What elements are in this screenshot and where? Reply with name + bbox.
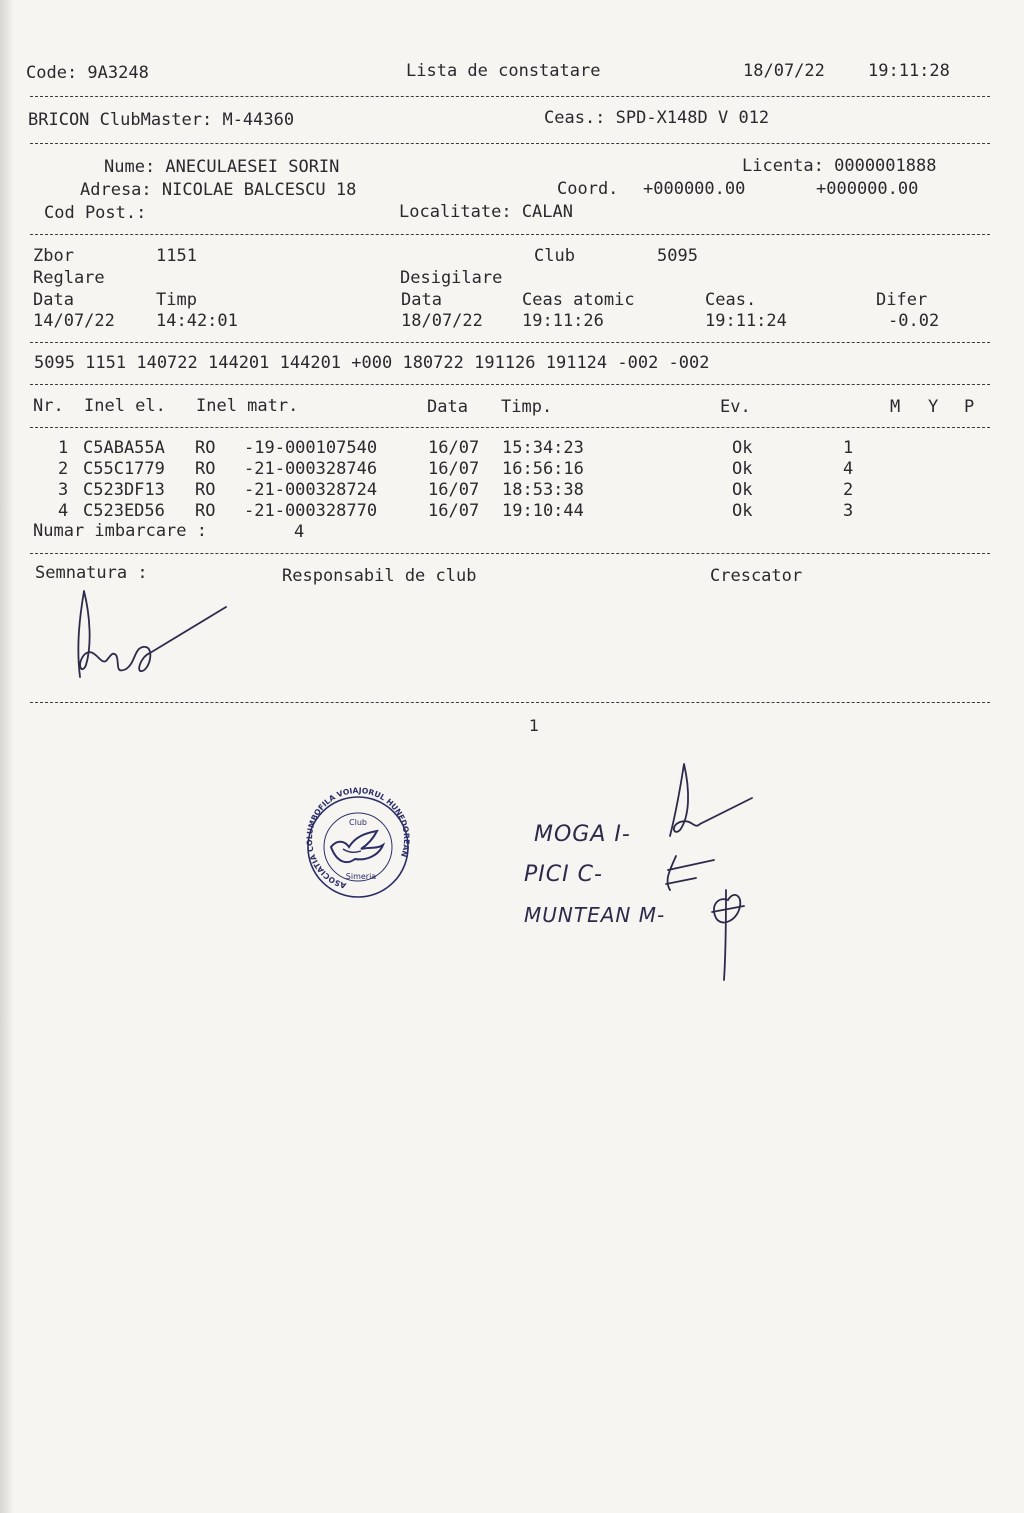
col-ceas-atomic: Ceas atomic — [522, 290, 635, 310]
svg-text:Simeria: Simeria — [345, 872, 377, 881]
row-inel-matr: -21-000328746 — [244, 459, 378, 479]
document-code: Code: 9A3248 — [26, 63, 149, 83]
row-rank: 3 — [843, 501, 854, 521]
coord-x: +000000.00 — [643, 179, 746, 199]
row-inel-el: C5ABA55A — [83, 438, 165, 458]
divider — [30, 342, 990, 343]
row-nr: 4 — [58, 501, 69, 521]
desigilare-label: Desigilare — [400, 268, 503, 288]
row-ev: Ok — [732, 459, 753, 479]
divider — [30, 96, 990, 97]
row-timp: 16:56:16 — [502, 459, 584, 479]
boarding-count-label: Numar imbarcare : — [33, 521, 207, 541]
club-responsible-label: Responsabil de club — [282, 566, 477, 586]
th-y: Y — [928, 397, 939, 417]
signature-icon — [70, 585, 240, 695]
row-nr: 2 — [58, 459, 69, 479]
handwritten-name-2: PICI C- — [524, 862, 603, 887]
flight-label: Zbor — [33, 246, 74, 266]
owner-address: Adresa: NICOLAE BALCESCU 18 — [80, 180, 357, 200]
header-time: 19:11:28 — [868, 61, 950, 81]
col-ceas: Ceas. — [705, 290, 757, 310]
handwritten-name-1: MOGA I- — [534, 822, 631, 847]
col-difer: Difer — [876, 290, 928, 310]
row-timp: 15:34:23 — [502, 438, 584, 458]
owner-name: Nume: ANECULAESEI SORIN — [104, 157, 340, 177]
row-inel-el: C55C1779 — [83, 459, 165, 479]
document-title: Lista de constatare — [406, 61, 601, 81]
coord-label: Coord. — [557, 179, 619, 199]
th-nr: Nr. — [33, 396, 64, 416]
col-data-1: Data — [33, 290, 74, 310]
row-inel-matr: -19-000107540 — [244, 438, 378, 458]
row-data: 16/07 — [428, 459, 480, 479]
page-number: 1 — [529, 716, 540, 735]
time-difference: -0.02 — [888, 311, 940, 331]
col-data-2: Data — [401, 290, 442, 310]
divider — [30, 702, 990, 703]
clubmaster-id: BRICON ClubMaster: M-44360 — [28, 110, 295, 130]
row-inel-matr: -21-000328724 — [244, 480, 378, 500]
divider — [30, 427, 990, 428]
row-ev: Ok — [732, 480, 753, 500]
handwritten-name-3: MUNTEAN M- — [524, 903, 666, 927]
header-date: 18/07/22 — [743, 61, 825, 81]
th-ev: Ev. — [720, 397, 751, 417]
row-data: 16/07 — [428, 480, 480, 500]
row-ev: Ok — [732, 501, 753, 521]
row-country: RO — [195, 480, 216, 500]
col-timp: Timp — [156, 290, 197, 310]
desigilare-date: 18/07/22 — [401, 311, 483, 331]
reglare-date: 14/07/22 — [33, 311, 115, 331]
reglare-label: Reglare — [33, 268, 105, 288]
clock-time: 19:11:24 — [705, 311, 787, 331]
row-timp: 19:10:44 — [502, 501, 584, 521]
row-country: RO — [195, 438, 216, 458]
divider — [30, 234, 990, 235]
th-p: P — [964, 397, 975, 417]
row-rank: 2 — [843, 480, 854, 500]
row-country: RO — [195, 459, 216, 479]
club-stamp-icon — [303, 787, 413, 907]
reglare-time: 14:42:01 — [156, 311, 238, 331]
row-data: 16/07 — [428, 438, 480, 458]
clock-id: Ceas.: SPD-X148D V 012 — [544, 108, 770, 128]
divider — [30, 384, 990, 385]
club-label: Club — [534, 246, 575, 266]
committee-signatures-icon — [640, 760, 770, 985]
club-number: 5095 — [657, 246, 698, 266]
divider — [30, 143, 990, 144]
atomic-clock-time: 19:11:26 — [522, 311, 604, 331]
row-rank: 4 — [843, 459, 854, 479]
flight-number: 1151 — [156, 246, 197, 266]
summary-code-line: 5095 1151 140722 144201 144201 +000 180722 191126 191124 -002 -002 — [34, 353, 710, 373]
row-rank: 1 — [843, 438, 854, 458]
divider — [30, 553, 990, 554]
locality: Localitate: CALAN — [399, 202, 573, 222]
th-data: Data — [427, 397, 468, 417]
row-inel-matr: -21-000328770 — [244, 501, 378, 521]
paper-edge-shadow — [0, 0, 14, 1513]
breeder-label: Crescator — [710, 566, 803, 586]
row-nr: 1 — [58, 438, 69, 458]
row-nr: 3 — [58, 480, 69, 500]
row-data: 16/07 — [428, 501, 480, 521]
row-country: RO — [195, 501, 216, 521]
row-inel-el: C523ED56 — [83, 501, 165, 521]
row-inel-el: C523DF13 — [83, 480, 165, 500]
th-inel-matr: Inel matr. — [196, 396, 299, 416]
svg-text:ASOCIATIA COLUMBOFILA VOIAJORU: ASOCIATIA COLUMBOFILA VOIAJORUL HUNEDOREAN — [304, 785, 412, 891]
coord-y: +000000.00 — [816, 179, 919, 199]
signature-label: Semnatura : — [35, 563, 148, 583]
svg-text:Club: Club — [349, 818, 367, 827]
postal-code: Cod Post.: — [44, 203, 147, 223]
th-inel-el: Inel el. — [84, 396, 166, 416]
th-m: M — [890, 397, 901, 417]
boarding-count: 4 — [294, 522, 305, 542]
row-ev: Ok — [732, 438, 753, 458]
license-number: Licenta: 0000001888 — [742, 156, 937, 176]
row-timp: 18:53:38 — [502, 480, 584, 500]
th-timp: Timp. — [501, 397, 553, 417]
